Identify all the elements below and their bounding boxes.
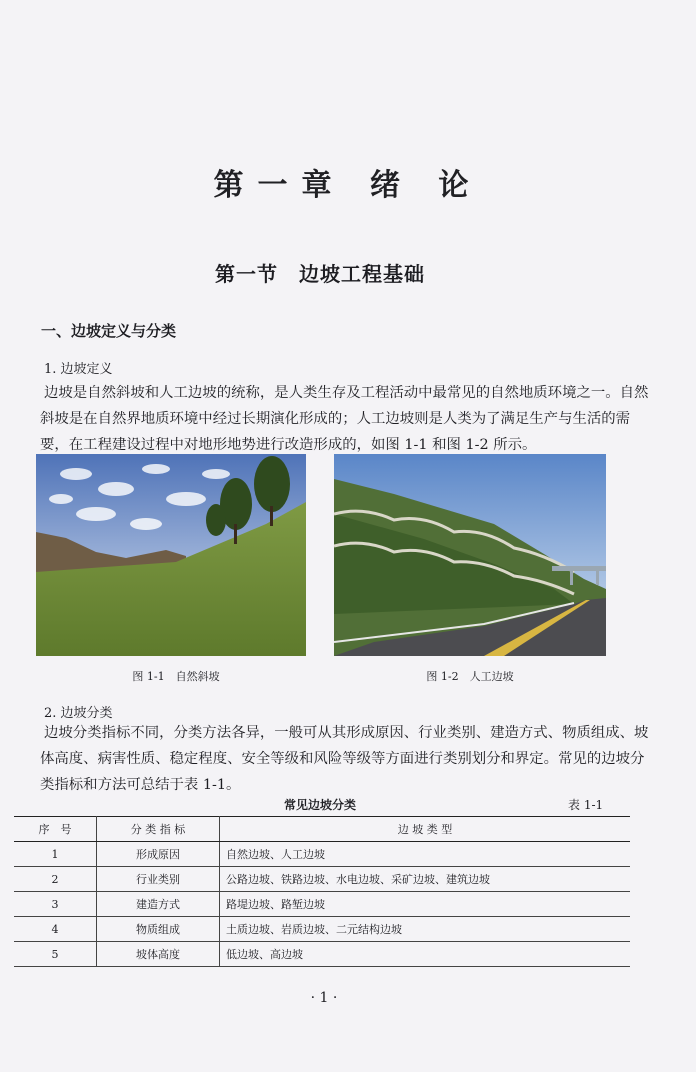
- paragraph-slope-classification: [40, 720, 656, 798]
- paragraph-text: 边坡是自然斜坡和人工边坡的统称，是人类生存及工程活动中最常见的自然地质环境之一。自然斜坡是在自然界地质环境中经过长期演化形成的；人工边坡则是人类为了满足生产与生活的需要，在工程建设过程中对地形地势进行改造形成的，如图 1-1 和图 1-2 所示。: [40, 385, 649, 453]
- subheading-slope-definition: 1. 边坡定义: [44, 362, 113, 377]
- table-row: [14, 842, 630, 867]
- table-cell: 行业类别: [97, 867, 220, 892]
- table-cell: 坡体高度: [97, 942, 220, 967]
- table-cell: 4: [14, 917, 97, 942]
- table-cell: 1: [14, 842, 97, 867]
- table-cell: 形成原因: [97, 842, 220, 867]
- table-row: [14, 942, 630, 967]
- table-row: [14, 917, 630, 942]
- figure-1-2-caption: 图 1-2 人工边坡: [426, 670, 514, 683]
- table-cell: 土质边坡、岩质边坡、二元结构边坡: [220, 917, 631, 942]
- slope-classification-table: [14, 816, 630, 967]
- figure-natural-slope-photo: [36, 454, 306, 656]
- table-row: [14, 892, 630, 917]
- table-cell: 建造方式: [97, 892, 220, 917]
- table-cell: 物质组成: [97, 917, 220, 942]
- table-cell: 3: [14, 892, 97, 917]
- section-title: 第一节 边坡工程基础: [215, 262, 425, 286]
- column-header-criterion: 分 类 指 标: [97, 817, 220, 842]
- paragraph-text: 边坡分类指标不同，分类方法各异，一般可从其形成原因、行业类别、建造方式、物质组成、坡体高度、病害性质、稳定程度、安全等级和风险等级等方面进行类别划分和界定。常见的边坡分类指标和方法可总结于表 1-1。: [40, 725, 649, 793]
- table-title: 常见边坡分类: [283, 798, 356, 812]
- table-cell: 5: [14, 942, 97, 967]
- table-cell: 路堤边坡、路堑边坡: [220, 892, 631, 917]
- table-row: [14, 867, 630, 892]
- table-header-row: [14, 817, 630, 842]
- table-number: 表 1-1: [568, 798, 604, 812]
- chapter-title: 第一章 绪 论: [213, 168, 483, 203]
- table-cell: 2: [14, 867, 97, 892]
- table-cell: 低边坡、高边坡: [220, 942, 631, 967]
- table-cell: 自然边坡、人工边坡: [220, 842, 631, 867]
- subheading-slope-classification: 2. 边坡分类: [44, 706, 113, 721]
- paragraph-slope-definition: [40, 380, 656, 458]
- heading-slope-definition-classification: 一、边坡定义与分类: [41, 322, 177, 340]
- figure-1-1-caption: 图 1-1 自然斜坡: [132, 670, 220, 683]
- figure-artificial-slope-photo: [334, 454, 606, 656]
- column-header-slope-type: 边 坡 类 型: [220, 817, 631, 842]
- column-header-number: 序 号: [14, 817, 97, 842]
- page-number: · 1 ·: [310, 990, 338, 1006]
- table-cell: 公路边坡、铁路边坡、水电边坡、采矿边坡、建筑边坡: [220, 867, 631, 892]
